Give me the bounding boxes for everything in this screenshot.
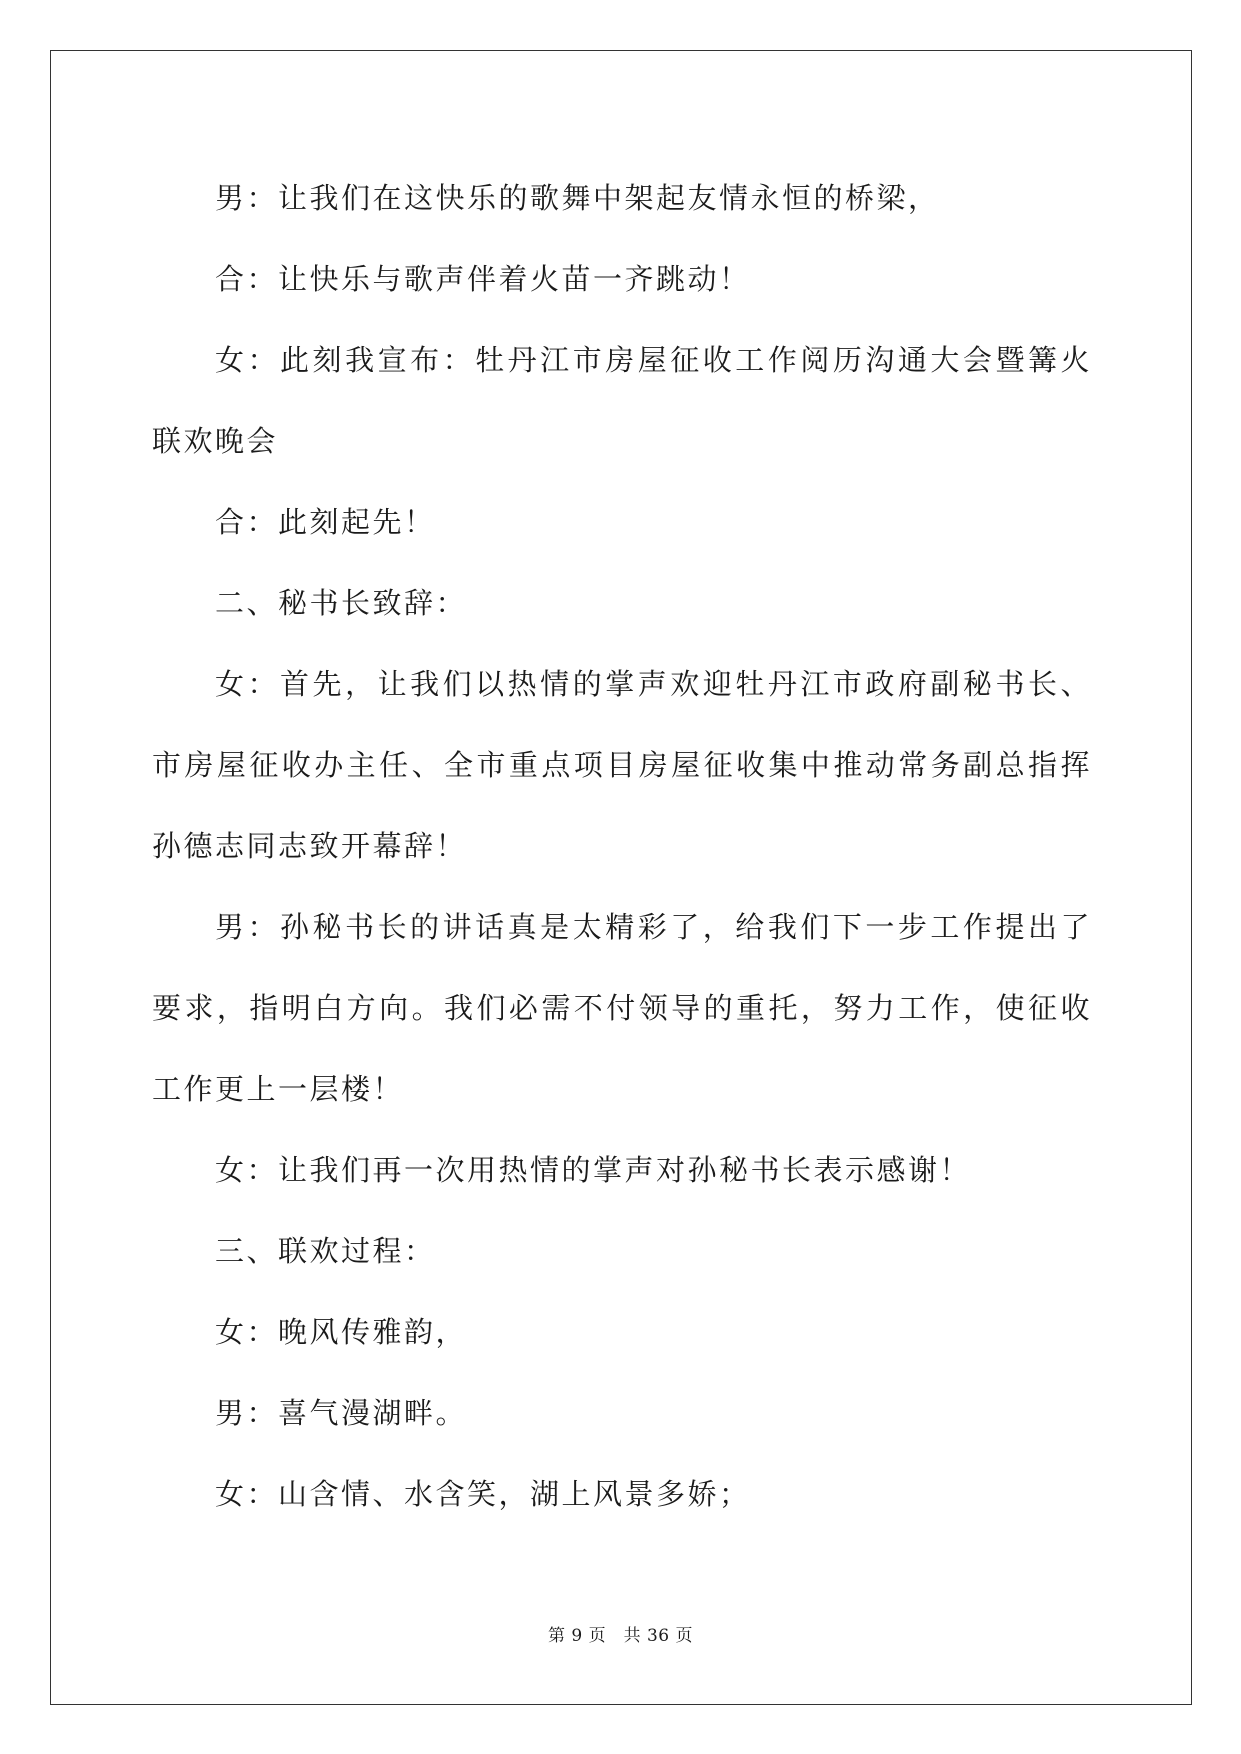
section-heading: 三、联欢过程： [215, 1234, 436, 1268]
document-body [152, 158, 1092, 1535]
paragraph: 男：孙秘书长的讲话真是太精彩了，给我们下一步工作提出了要求，指明白方向。我们必需不付领导的重托，努力工作，使征收工作更上一层楼！ [152, 910, 1092, 1106]
paragraph: 女：让我们再一次用热情的掌声对孙秘书长表示感谢！ [215, 1153, 972, 1187]
paragraph: 女：山含情、水含笑，湖上风景多娇； [215, 1477, 751, 1511]
paragraph: 女：晚风传雅韵， [215, 1315, 468, 1349]
paragraph: 合：此刻起先！ [215, 505, 436, 539]
section-heading: 二、秘书长致辞： [215, 586, 468, 620]
paragraph: 合：让快乐与歌声伴着火苗一齐跳动！ [215, 262, 751, 296]
paragraph: 男：让我们在这快乐的歌舞中架起友情永恒的桥梁， [215, 181, 940, 215]
paragraph: 女：首先，让我们以热情的掌声欢迎牡丹江市政府副秘书长、市房屋征收办主任、全市重点项目房屋征收集中推动常务副总指挥孙德志同志致开幕辞！ [152, 667, 1092, 863]
paragraph: 女：此刻我宣布：牡丹江市房屋征收工作阅历沟通大会暨篝火联欢晚会 [152, 343, 1092, 458]
page-number-footer: 第 9 页 共 36 页 [547, 1626, 694, 1646]
paragraph: 男：喜气漫湖畔。 [215, 1396, 468, 1430]
